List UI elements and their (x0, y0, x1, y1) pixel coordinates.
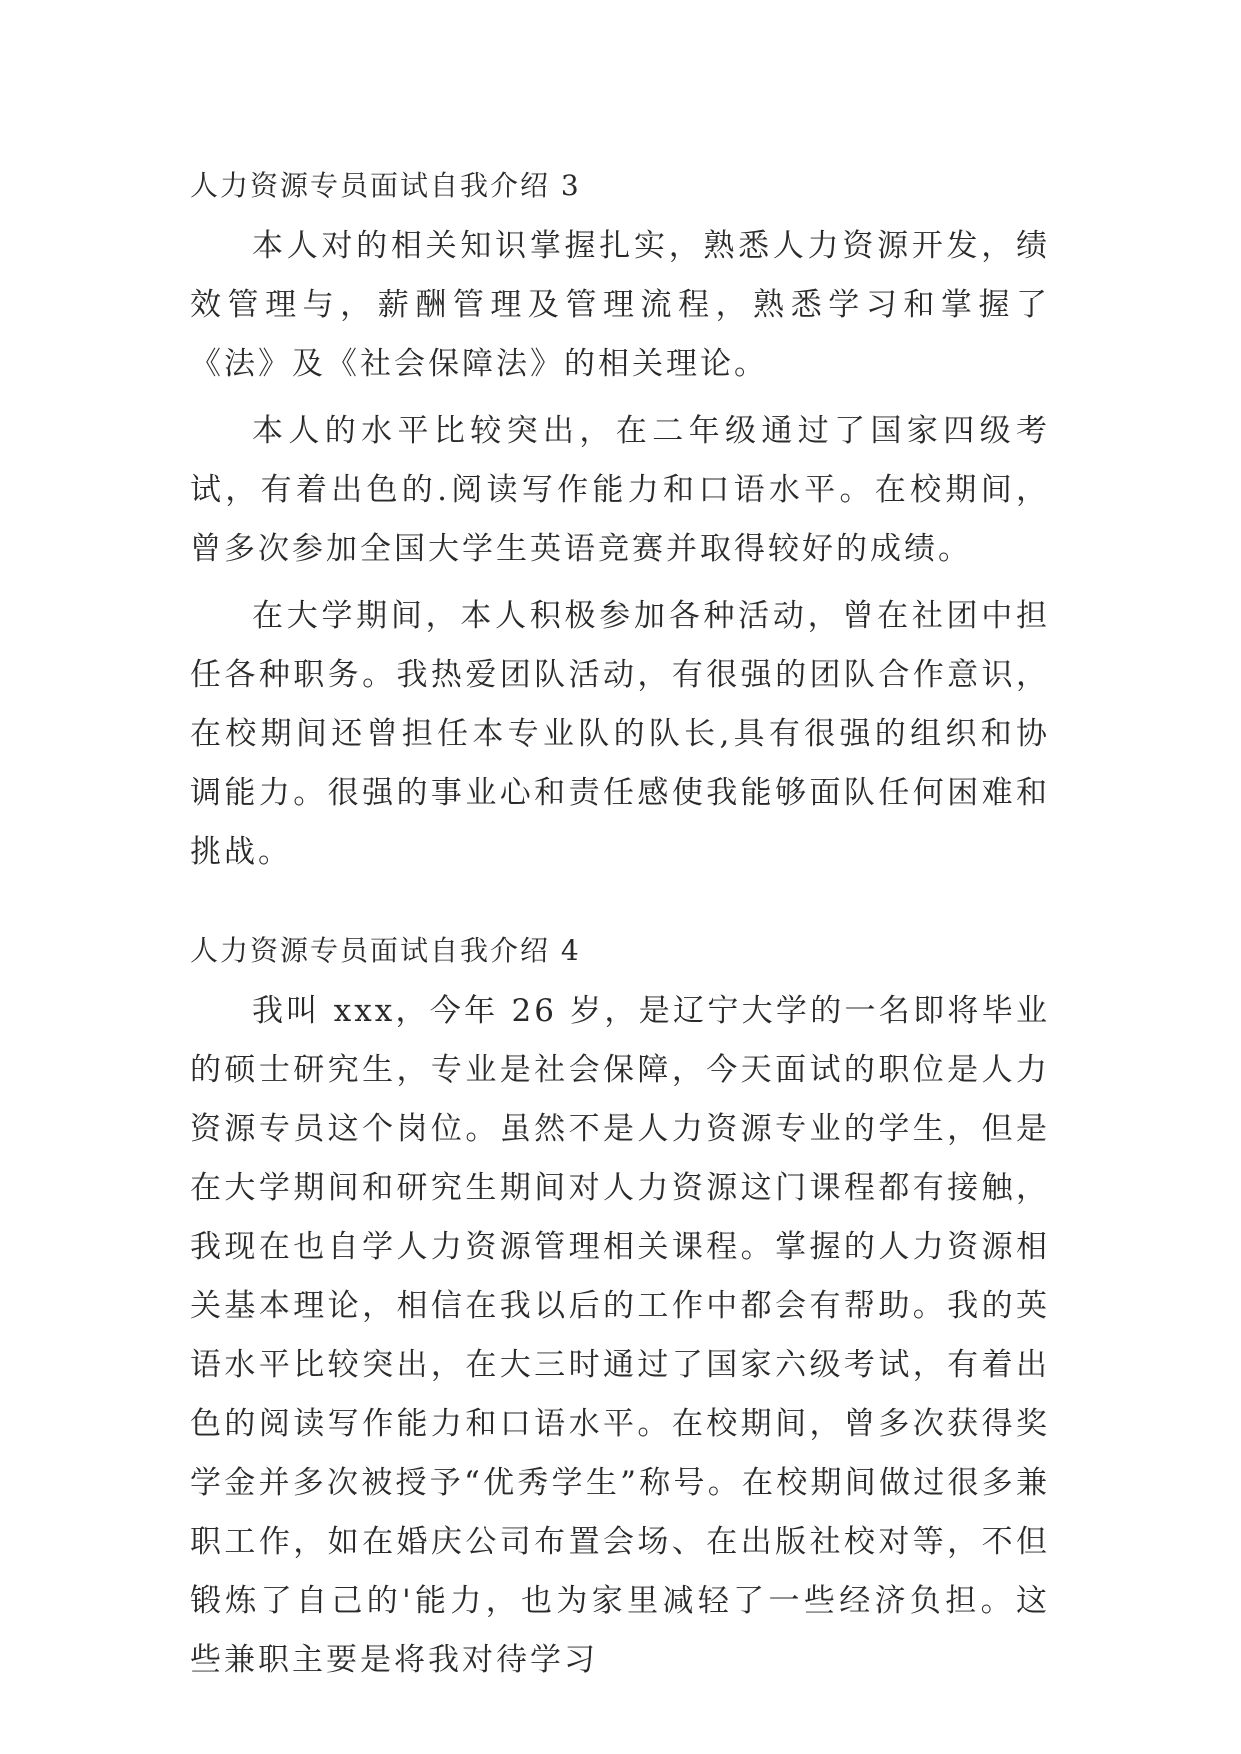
document-page (190, 155, 1050, 1690)
section-3-paragraph-1: 本人对的相关知识掌握扎实，熟悉人力资源开发，绩效管理与，薪酬管理及管理流程，熟悉学习和掌握了《法》及《社会保障法》的相关理论。 (190, 228, 1050, 382)
section-divider-space (190, 882, 1050, 920)
section-3-paragraph-3: 在大学期间，本人积极参加各种活动，曾在社团中担任各种职务。我热爱团队活动，有很强的团队合作意识，在校期间还曾担任本专业队的队长,具有很强的组织和协调能力。很强的事业心和责任感使我能够面队任何困难和挑战。 (190, 598, 1050, 870)
section-title-3: 人力资源专员面试自我介绍 3 (190, 169, 581, 202)
section-4-paragraph-1: 我叫 xxx，今年 26 岁，是辽宁大学的一名即将毕业的硕士研究生，专业是社会保障，今天面试的职位是人力资源专员这个岗位。虽然不是人力资源专业的学生，但是在大学期间和研究生期间对人力资源这门课程都有接触，我现在也自学人力资源管理相关课程。掌握的人力资源相关基本理论，相信在我以后的工作中都会有帮助。我的英语水平比较突出，在大三时通过了国家六级考试，有着出色的阅读写作能力和口语水平。在校期间，曾多次获得奖学金并多次被授予“优秀学生”称号。在校期间做过很多兼职工作，如在婚庆公司布置会场、在出版社校对等，不但锻炼了自己的'能力，也为家里减轻了一些经济负担。这些兼职主要是将我对待学习 (190, 993, 1050, 1678)
section-3-paragraph-2: 本人的水平比较突出，在二年级通过了国家四级考试，有着出色的.阅读写作能力和口语水平。在校期间，曾多次参加全国大学生英语竞赛并取得较好的成绩。 (190, 413, 1050, 567)
section-title-4: 人力资源专员面试自我介绍 4 (190, 934, 581, 967)
